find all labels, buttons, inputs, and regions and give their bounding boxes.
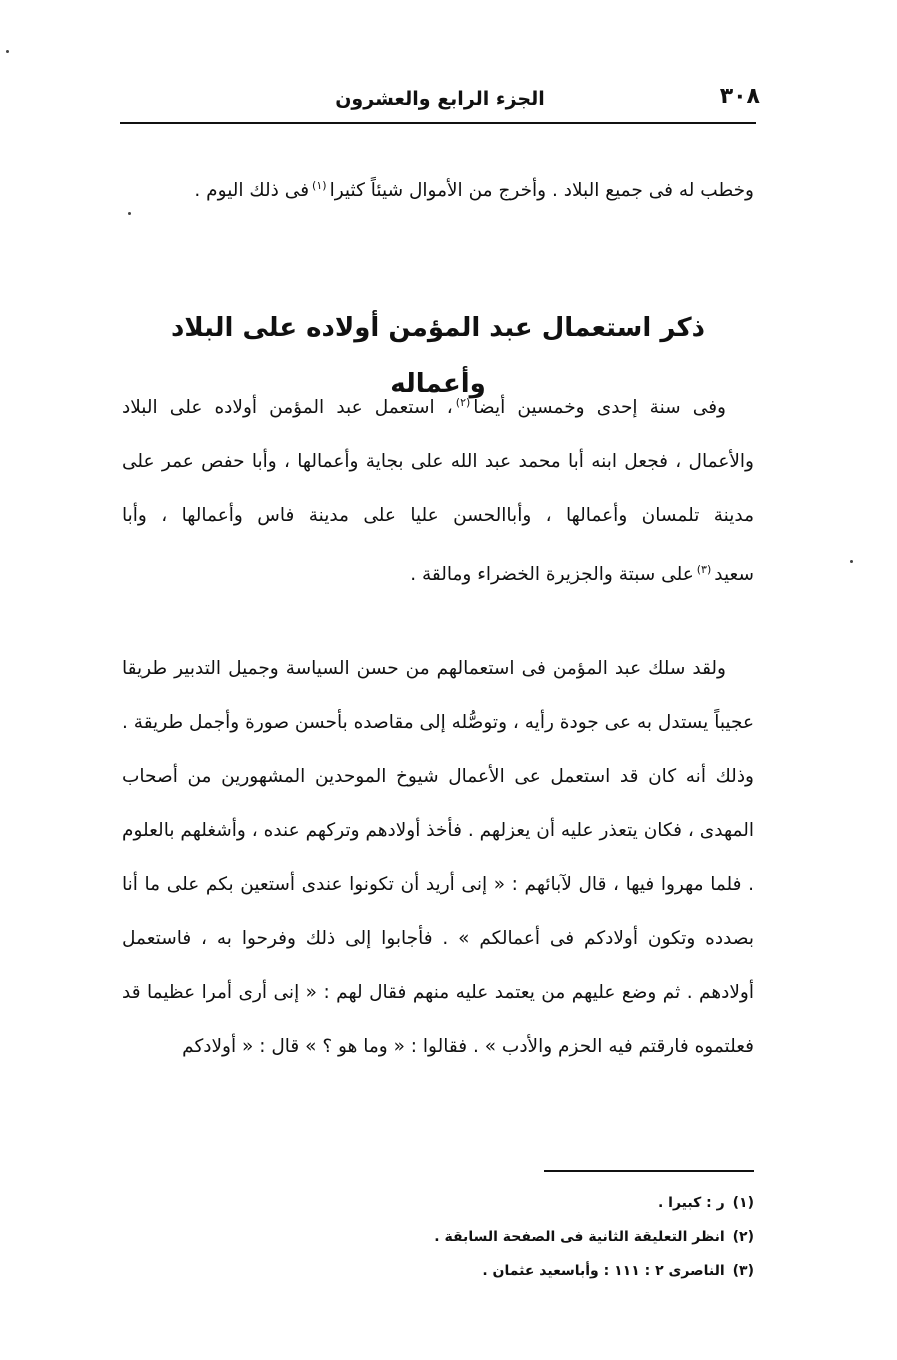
paragraph-1-text-a: وخطب له فى جميع البلاد . وأخرج من الأموال شيئاً كثيرا <box>329 180 754 202</box>
footnote-mark-2: (٢) <box>455 396 471 409</box>
footnote-mark-1: (١) <box>312 179 327 192</box>
paragraph-3: ولقد سلك عبد المؤمن فى استعمالهم من حسن السياسة وجميل التدبير طريقا عجيباً يستدل به عى جودة رأيه ، وتوصُّله إلى مقاصده بأحسن صورة وأجمل طريقة . وذلك أنه كان قد استعمل عى الأعمال شيوخ الموحدين المشهورين من أصحاب المهدى ، فكان يتعذر عليه أن يعزلهم . فأخذ أولادهم وتركهم عنده ، وأشغلهم بالعلوم . فلما مهروا فيها ، قال لآبائهم : « إنى أريد أن تكونوا عندى أستعين بكم على ما أنا بصدده وتكون أولادكم فى أعمالكم » . فأجابوا إلى ذلك وفرحوا به ، فاستعمل أولادهم . ثم وضع عليهم من يعتمد عليه منهم فقال لهم : « إنى أرى أمرا عظيما قد فعلتموه فارقتم فيه الحزم والأدب » . فقالوا : « وما هو ؟ » قال : « أولادكم <box>122 658 754 1057</box>
footnote-1-text: ر : كبيرا . <box>657 1195 725 1211</box>
footnote-3-text: الناصرى ٢ : ١١١ : وأباسعيد عثمان . <box>482 1263 725 1279</box>
scan-speck <box>6 50 9 53</box>
header-rule <box>120 122 756 124</box>
footnote-3-number: (٣) <box>732 1263 754 1279</box>
footnote-2-text: انظر التعليقة الثانية فى الصفحة السابقة . <box>434 1229 725 1245</box>
page-number: ٣٠٨ <box>719 84 760 109</box>
footnotes <box>254 1186 754 1288</box>
scan-speck <box>850 560 853 563</box>
footnote-3 <box>254 1254 754 1288</box>
footnote-1-number: (١) <box>732 1195 754 1211</box>
footnote-1 <box>254 1186 754 1220</box>
footnote-mark-3: (٣) <box>696 563 712 577</box>
running-title: الجزء الرابع والعشرون <box>335 88 545 110</box>
paragraph-2-text-c: على سبتة والجزيرة الخضراء ومالقة . <box>410 564 694 586</box>
paragraph-2 <box>122 376 754 602</box>
paragraph-2-text-b: ، استعمل عبد المؤمن أولاده على البلاد والأعمال ، فجعل ابنه أبا محمد عبد الله على بجاية وأعمالها ، وأبا حفص عمر على مدينة تلمسان وأعمالها ، وأباالحسن عليا على مدينة فاس وأعمالها ، وأبا سعيد <box>122 397 754 586</box>
footnote-2-number: (٢) <box>732 1229 754 1245</box>
section-heading: ذكر استعمال عبد المؤمن أولاده على البلاد وأعماله <box>171 313 705 399</box>
footnote-rule <box>544 1170 754 1172</box>
paragraph-2-text-a: وفى سنة إحدى وخمسين أيضا <box>473 397 726 419</box>
page-header <box>120 82 760 116</box>
scan-speck <box>128 212 131 215</box>
paragraph-1 <box>122 158 754 219</box>
footnote-2 <box>254 1220 754 1254</box>
paragraph-1-text-b: فى ذلك اليوم . <box>194 180 310 202</box>
